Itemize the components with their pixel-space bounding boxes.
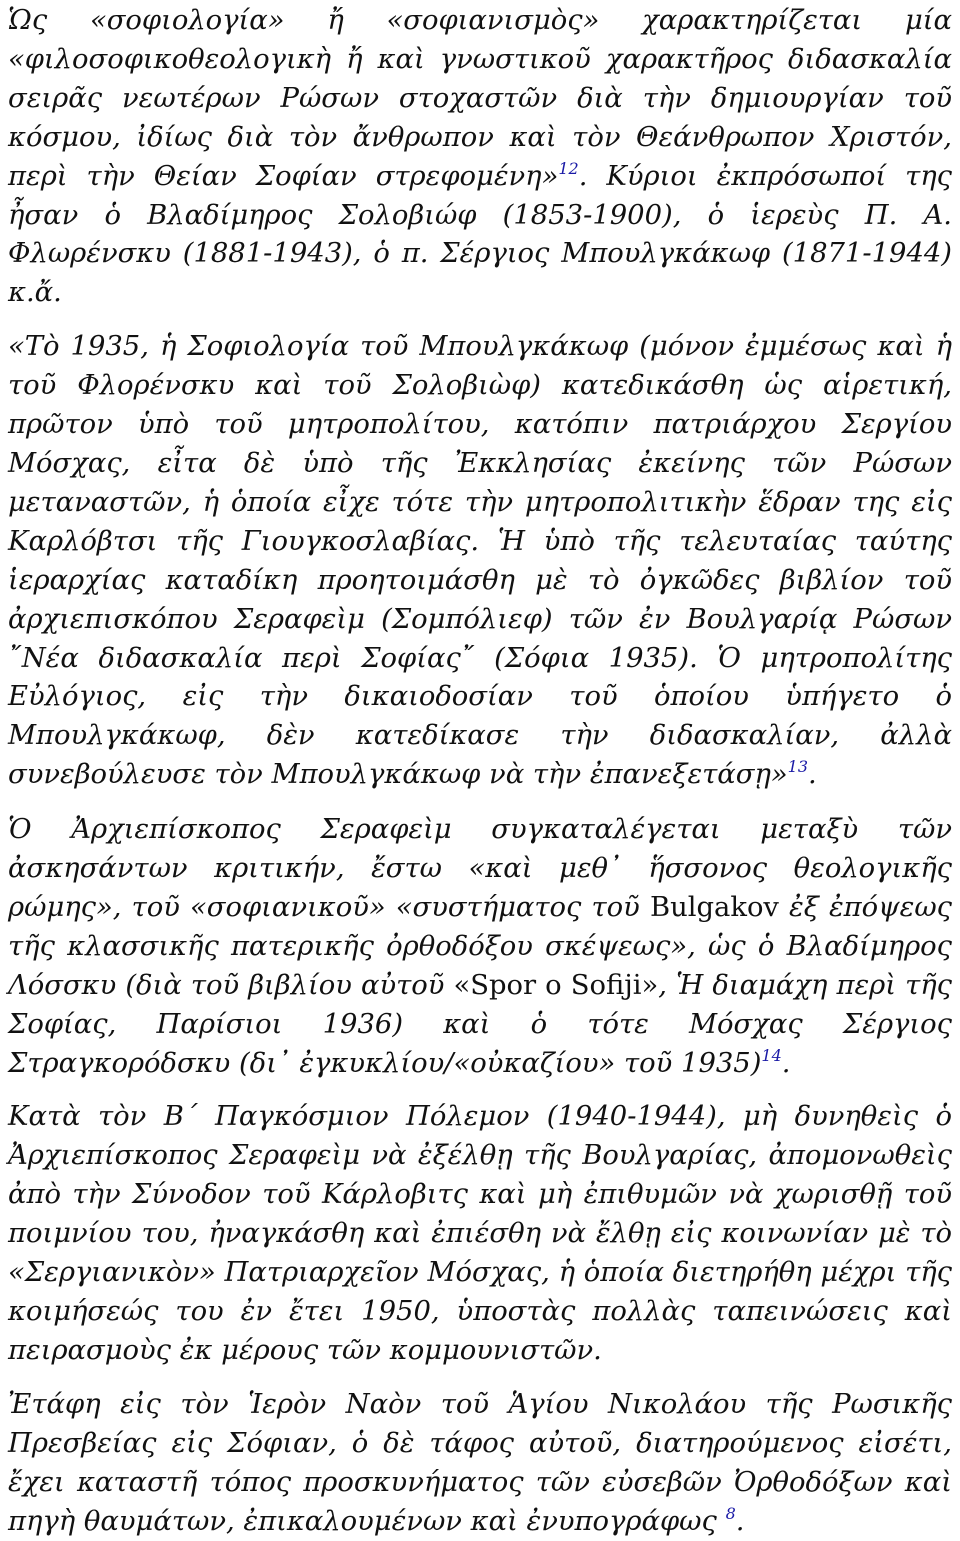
paragraph-text-tail: . — [781, 1047, 791, 1079]
latin-book-title: «Spor o Sofiji» — [453, 969, 659, 1001]
latin-name-bulgakov: Bulgakov — [649, 891, 779, 923]
paragraph-sophiology-definition — [8, 2, 952, 313]
paragraph-text: «Τὸ 1935, ἡ Σοφιολογία τοῦ Μπουλγκάκωφ (μόνον ἐμμέσως καὶ ἡ τοῦ Φλορένσκυ καὶ τοῦ Σολοβιὼφ) κατεδικάσθη ὡς αἱρετική, πρῶτον ὑπὸ τοῦ μητροπολίτου, κατόπιν πατριάρχου Σεργίου Μόσχας, εἶτα δὲ ὑπὸ τῆς Ἐκκλησίας ἐκείνης τῶν Ρώσων μεταναστῶν, ἡ ὁποία εἶχε τότε τὴν μητροπολιτικὴν ἕδραν της εἰς Καρλόβτσι τῆς Γιουγκοσλαβίας. Ἡ ὑπὸ τῆς τελευταίας ταύτης ἱεραρχίας καταδίκη προητοιμάσθη μὲ τὸ ὀγκῶδες βιβλίον τοῦ ἀρχιεπισκόπου Σεραφεὶμ (Σομπόλιεφ) τῶν ἐν Βουλγαρίᾳ Ρώσων ῎Νέα διδασκαλία περὶ Σοφίας῎ (Σόφια 1935). Ὁ μητροπολίτης Εὐλόγιος, εἰς τὴν δικαιοδοσίαν τοῦ ὁποίου ὑπήγετο ὁ Μπουλγκάκωφ, δὲν κατεδίκασε τὴν διδασκαλίαν, ἀλλὰ συνεβούλευσε τὸν Μπουλγκάκωφ νὰ τὴν ἐπανεξετάσῃ» — [8, 331, 952, 791]
document-page — [8, 0, 952, 1541]
footnote-ref-14[interactable]: 14 — [761, 1045, 782, 1065]
paragraph-wwii — [8, 1098, 952, 1370]
paragraph-text: , Ἡ διαμάχη περὶ τῆς Σοφίας, Παρίσιοι 1936) καὶ ὁ τότε Μόσχας Σέργιος Στραγκορόδσκυ (δι᾽ ἐγκυκλίου/«οὐκαζίου» τοῦ 1935) — [8, 969, 952, 1079]
paragraph-text-tail: . — [808, 759, 817, 791]
paragraph-burial — [8, 1386, 952, 1541]
paragraph-text-tail: . Κύριοι ἐκπρόσωποί της ἦσαν ὁ Βλαδίμηρος Σολοβιώφ (1853-1900), ὁ ἱερεὺς Π. Α. Φλωρένσκυ (1881-1943), ὁ π. Σέργιος Μπουλγκάκωφ (1871-1944) κ.ἄ. — [8, 160, 952, 309]
footnote-ref-13[interactable]: 13 — [787, 757, 809, 777]
paragraph-critics — [8, 811, 952, 1083]
footnote-ref-8[interactable]: 8 — [725, 1503, 736, 1523]
footnote-ref-12[interactable]: 12 — [558, 158, 579, 178]
paragraph-text-tail: . — [735, 1505, 745, 1537]
paragraph-text: Ὁ Ἀρχιεπίσκοπος Σεραφεὶμ συγκαταλέγεται μεταξὺ τῶν ἀσκησάντων κριτικήν, ἔστω «καὶ μεθ᾽ ἥσσονος θεολογικῆς ρώμης», τοῦ «σοφιανικοῦ» «συστήματος τοῦ — [8, 814, 952, 923]
paragraph-text: Ὡς «σοφιολογία» ἤ «σοφιανισμὸς» χαρακτηρίζεται μία «φιλοσοφικοθεολογικὴ ἤ καὶ γνωστικοῦ χαρακτῆρος διδασκαλία σειρᾶς νεωτέρων Ρώσων στοχαστῶν διὰ τὴν δημιουργίαν τοῦ κόσμου, ἰδίως διὰ τὸν ἄνθρωπον καὶ τὸν Θεάνθρωπον Χριστόν, περὶ τὴν Θείαν Σοφίαν στρεφομένη» — [8, 5, 952, 192]
paragraph-condemnation-1935 — [8, 328, 952, 795]
paragraph-text: Κατὰ τὸν Β´ Παγκόσμιον Πόλεμον (1940-1944), μὴ δυνηθεὶς ὁ Ἀρχιεπίσκοπος Σεραφεὶμ νὰ ἐξέλθῃ τῆς Βουλγαρίας, ἀπομονωθεὶς ἀπὸ τὴν Σύνοδον τοῦ Κάρλοβιτς καὶ μὴ ἐπιθυμῶν νὰ χωρισθῇ τοῦ ποιμνίου του, ἠναγκάσθη καὶ ἐπιέσθη νὰ ἔλθῃ εἰς κοινωνίαν μὲ τὸ «Σεργιανικὸν» Πατριαρχεῖον Μόσχας, ἡ ὁποία διετηρήθη μέχρι τῆς κοιμήσεώς του ἐν ἔτει 1950, ὑποστὰς πολλὰς ταπεινώσεις καὶ πειρασμοὺς ἐκ μέρους τῶν κομμουνιστῶν. — [8, 1101, 952, 1366]
paragraph-text: Ἐτάφη εἰς τὸν Ἱερὸν Ναὸν τοῦ Ἁγίου Νικολάου τῆς Ρωσικῆς Πρεσβείας εἰς Σόφιαν, ὁ δὲ τάφος αὐτοῦ, διατηρούμενος εἰσέτι, ἔχει καταστῆ τόπος προσκυνήματος τῶν εὐσεβῶν Ὀρθοδόξων καὶ πηγὴ θαυμάτων, ἐπικαλουμένων καὶ ἐνυπογράφως — [8, 1388, 952, 1537]
paragraph-text: ἐξ ἐπόψεως τῆς κλασσικῆς πατερικῆς ὀρθοδόξου σκέψεως», ὡς ὁ Βλαδίμηρος Λόσσκυ (διὰ τοῦ βιβλίου αὐτοῦ — [8, 891, 953, 1001]
